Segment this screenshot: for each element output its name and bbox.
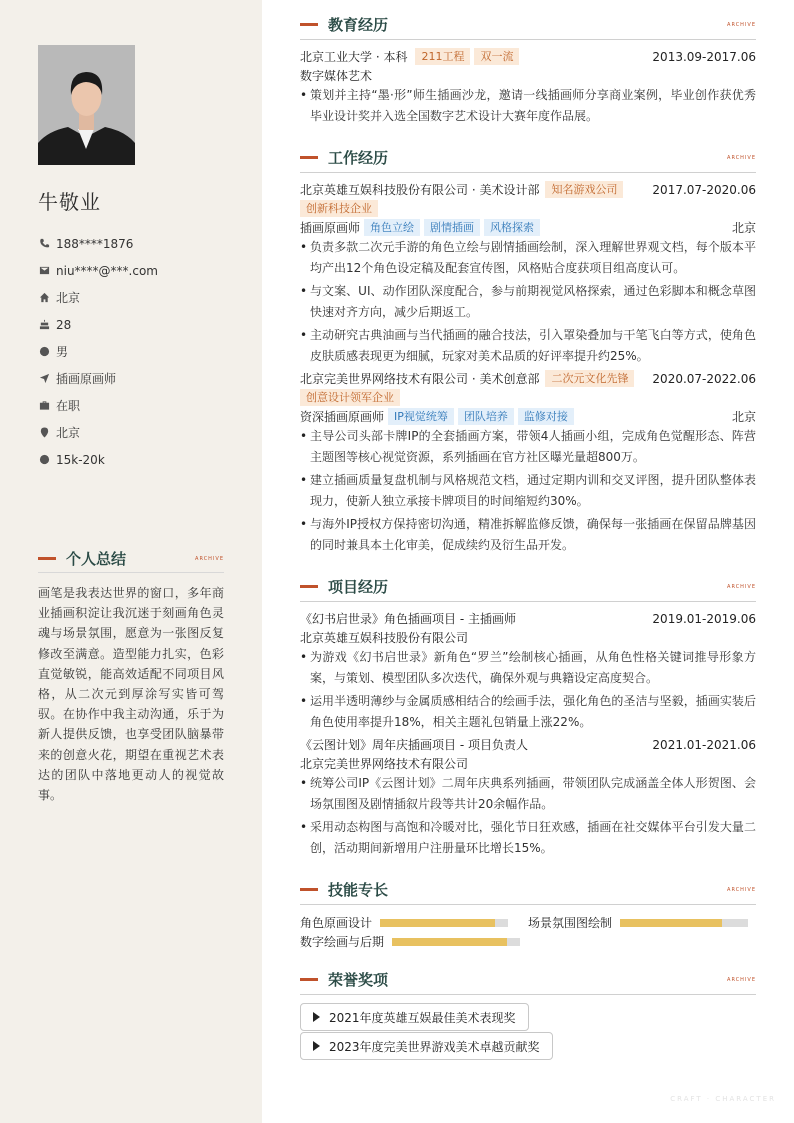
- job-bullet: • 主动研究古典油画与当代插画的融合技法，引入罩染叠加与干笔飞白等方式，使角色皮肤质感表现更为细腻，玩家对美术品质的好评率提升约25%。: [300, 325, 756, 366]
- skill-item: [300, 913, 528, 932]
- email-icon: [38, 265, 50, 277]
- section-accent-bar: [300, 156, 318, 159]
- contact-age-value: 28: [56, 317, 72, 332]
- award-badge: [300, 1003, 529, 1031]
- job-role-row: [300, 407, 756, 426]
- education-major: 数字媒体艺术: [300, 69, 373, 83]
- project-entry: [300, 609, 756, 732]
- company-tag: 二次元文化先锋: [545, 370, 634, 387]
- award-label: 2023年度完美世界游戏美术卓越贡献奖: [329, 1039, 540, 1054]
- section-accent-bar: [300, 888, 318, 891]
- awards-header: [300, 965, 756, 995]
- phone-icon: [38, 238, 50, 250]
- education-section: [300, 10, 756, 126]
- job-city: 北京: [731, 221, 756, 235]
- project-org: 北京英雄互娱科技股份有限公司: [300, 631, 469, 645]
- role-tag: 监修对接: [518, 408, 574, 425]
- project-date: 2019.01-2019.06: [652, 611, 756, 626]
- contact-list: [38, 230, 238, 473]
- project-name: 《云图计划》周年庆插画项目 - 项目负责人: [300, 738, 528, 752]
- job-company: 北京完美世界网络技术有限公司 · 美术创意部: [300, 372, 540, 386]
- play-icon: [313, 1012, 320, 1022]
- contact-location-value: 北京: [56, 426, 81, 440]
- skill-bar: [620, 919, 748, 927]
- job-date: 2017.07-2020.06: [652, 182, 756, 197]
- role-tag: 角色立绘: [364, 219, 420, 236]
- skill-name: 角色原画设计: [300, 916, 373, 930]
- job-role-row: [300, 218, 756, 237]
- award-label: 2021年度英雄互娱最佳美术表现奖: [329, 1010, 516, 1025]
- summary-section: [38, 545, 224, 805]
- job-entry: [300, 369, 756, 555]
- contact-status-value: 在职: [56, 399, 81, 413]
- project-name-row: [300, 735, 756, 754]
- profile-photo: [38, 45, 135, 165]
- cake-icon: [38, 319, 50, 331]
- contact-location: [38, 419, 238, 446]
- briefcase-icon: [38, 400, 50, 412]
- skill-bar: [380, 919, 508, 927]
- contact-gender: [38, 338, 238, 365]
- gender-icon: [38, 346, 50, 358]
- award-badge: [300, 1032, 553, 1060]
- awards-archive-tag: ARCHIVE: [727, 976, 756, 983]
- contact-home-value: 北京: [56, 291, 81, 305]
- role-tag: 风格探索: [484, 219, 540, 236]
- job-bullet: • 与文案、UI、动作团队深度配合，参与前期视觉风格探索，通过色彩脚本和概念草图快速对齐方向，减少后期返工。: [300, 281, 756, 322]
- contact-position: [38, 365, 238, 392]
- skill-name: 数字绘画与后期: [300, 935, 385, 949]
- contact-position-value: 插画原画师: [56, 372, 117, 386]
- project-name-row: [300, 609, 756, 628]
- skill-bar-fill: [392, 938, 507, 946]
- location-icon: [38, 427, 50, 439]
- skill-bar: [392, 938, 520, 946]
- project-name: 《幻书启世录》角色插画项目 - 主插画师: [300, 612, 516, 626]
- main-content: [300, 10, 756, 1061]
- section-accent-bar: [38, 557, 56, 560]
- education-row: [300, 47, 756, 66]
- skill-list: [300, 913, 756, 951]
- watermark: CRAFT · CHARACTER: [670, 1095, 776, 1103]
- projects-header: [300, 572, 756, 602]
- project-bullet: • 运用半透明薄纱与金属质感相结合的绘画手法，强化角色的圣洁与坚毅，插画实装后角色使用率提升18%，相关主题礼包销量上涨22%。: [300, 691, 756, 732]
- skill-bar-fill: [620, 919, 722, 927]
- section-accent-bar: [300, 585, 318, 588]
- education-date: 2013.09-2017.06: [652, 49, 756, 64]
- award-item: [300, 1003, 756, 1032]
- job-bullet: • 主导公司头部卡牌IP的全套插画方案，带领4人插画小组，完成角色觉醒形态、阵营主题图等核心视觉资源，系列插画在官方社区曝光量超800万。: [300, 426, 756, 467]
- skills-title: 技能专长: [328, 881, 389, 899]
- home-icon: [38, 292, 50, 304]
- section-accent-bar: [300, 23, 318, 26]
- education-tag: 211工程: [415, 48, 470, 65]
- send-icon: [38, 373, 50, 385]
- projects-archive-tag: ARCHIVE: [727, 583, 756, 590]
- role-tag: 剧情插画: [424, 219, 480, 236]
- role-tag: 团队培养: [458, 408, 514, 425]
- contact-home: [38, 284, 238, 311]
- job-bullet: • 与海外IP授权方保持密切沟通，精准拆解监修反馈，确保每一张插画在保留品牌基因的同时兼具本土化审美，促成续约及衍生品开发。: [300, 514, 756, 555]
- project-entry: [300, 735, 756, 858]
- skill-item: [528, 913, 756, 932]
- company-tag: 创意设计领军企业: [300, 389, 400, 406]
- job-entry: [300, 180, 756, 366]
- play-icon: [313, 1041, 320, 1051]
- contact-age: [38, 311, 238, 338]
- job-tag-row: [300, 388, 756, 407]
- job-company-row: [300, 180, 756, 199]
- summary-title: 个人总结: [66, 550, 127, 568]
- work-archive-tag: ARCHIVE: [727, 154, 756, 161]
- summary-text: 画笔是我表达世界的窗口，多年商业插画积淀让我沉迷于刻画角色灵魂与场景氛围，愿意为一张图反复修改至满意。造型能力扎实，色彩直觉敏锐，能高效适配不同项目风格，从二次元到厚涂写实皆可驾驭。在协作中我主动沟通，乐于为新人提供反馈，也享受团队脑暴带来的创意火花，期望在重视艺术表达的团队中落地更动人的视觉故事。: [38, 586, 224, 803]
- job-tag-row: [300, 199, 756, 218]
- section-accent-bar: [300, 978, 318, 981]
- profile-name: 牛敬业: [38, 190, 101, 214]
- projects-section: [300, 572, 756, 858]
- skill-bar-fill: [380, 919, 495, 927]
- contact-salary-value: 15k-20k: [56, 452, 105, 467]
- awards-title: 荣誉奖项: [328, 971, 389, 989]
- job-date: 2020.07-2022.06: [652, 371, 756, 386]
- contact-status: [38, 392, 238, 419]
- project-bullet: • 统筹公司IP《云图计划》二周年庆典系列插画，带领团队完成涵盖全体人形贺图、会场氛围图及剧情插叙片段等共计20余幅作品。: [300, 773, 756, 814]
- project-bullet: • 为游戏《幻书启世录》新角色“罗兰”绘制核心插画，从角色性格关键词推导形象方案，与策划、模型团队多次迭代，确保外观与典籍设定高度契合。: [300, 647, 756, 688]
- contact-email: [38, 257, 238, 284]
- contact-gender-value: 男: [56, 345, 69, 359]
- skill-item: [300, 932, 528, 951]
- education-tag: 双一流: [474, 48, 519, 65]
- education-archive-tag: ARCHIVE: [727, 21, 756, 28]
- role-tag: IP视觉统筹: [388, 408, 454, 425]
- sidebar: [0, 0, 262, 1123]
- work-title: 工作经历: [328, 149, 389, 167]
- work-header: [300, 143, 756, 173]
- summary-archive-tag: ARCHIVE: [195, 555, 224, 562]
- awards-section: [300, 965, 756, 1061]
- job-role: 资深插画原画师: [300, 410, 385, 424]
- skills-section: [300, 875, 756, 951]
- job-bullet: • 负责多款二次元手游的角色立绘与剧情插画绘制，深入理解世界观文档，每个版本平均产出12个角色设定稿及配套宣传图，风格贴合度获项目组高度认可。: [300, 237, 756, 278]
- job-role: 插画原画师: [300, 221, 361, 235]
- skill-name: 场景氛围图绘制: [528, 916, 613, 930]
- award-item: [300, 1032, 756, 1061]
- project-org: 北京完美世界网络技术有限公司: [300, 757, 469, 771]
- education-bullet: • 策划并主持“墨·形”师生插画沙龙，邀请一线插画师分享商业案例，毕业创作获优秀毕业设计奖并入选全国数字艺术设计大赛年度作品展。: [300, 85, 756, 126]
- salary-icon: [38, 454, 50, 466]
- education-title: 教育经历: [328, 16, 389, 34]
- project-bullet: • 采用动态构图与高饱和冷暖对比，强化节日狂欢感，插画在社交媒体平台引发大量二创，活动期间新增用户注册量环比增长15%。: [300, 817, 756, 858]
- project-date: 2021.01-2021.06: [652, 737, 756, 752]
- contact-salary: [38, 446, 238, 473]
- job-company: 北京英雄互娱科技股份有限公司 · 美术设计部: [300, 183, 540, 197]
- skills-archive-tag: ARCHIVE: [727, 886, 756, 893]
- contact-email-value: niu****@***.com: [56, 263, 158, 278]
- company-tag: 创新科技企业: [300, 200, 378, 217]
- summary-header: [38, 545, 224, 573]
- company-tag: 知名游戏公司: [545, 181, 623, 198]
- work-section: [300, 143, 756, 555]
- education-school: 北京工业大学 · 本科: [300, 50, 408, 64]
- job-bullet: • 建立插画质量复盘机制与风格规范文档，通过定期内训和交叉评图，提升团队整体表现力，使新人独立承接卡牌项目的时间缩短约30%。: [300, 470, 756, 511]
- job-company-row: [300, 369, 756, 388]
- skills-header: [300, 875, 756, 905]
- job-city: 北京: [731, 410, 756, 424]
- education-header: [300, 10, 756, 40]
- contact-phone: [38, 230, 238, 257]
- contact-phone-value: 188****1876: [56, 236, 134, 251]
- projects-title: 项目经历: [328, 578, 389, 596]
